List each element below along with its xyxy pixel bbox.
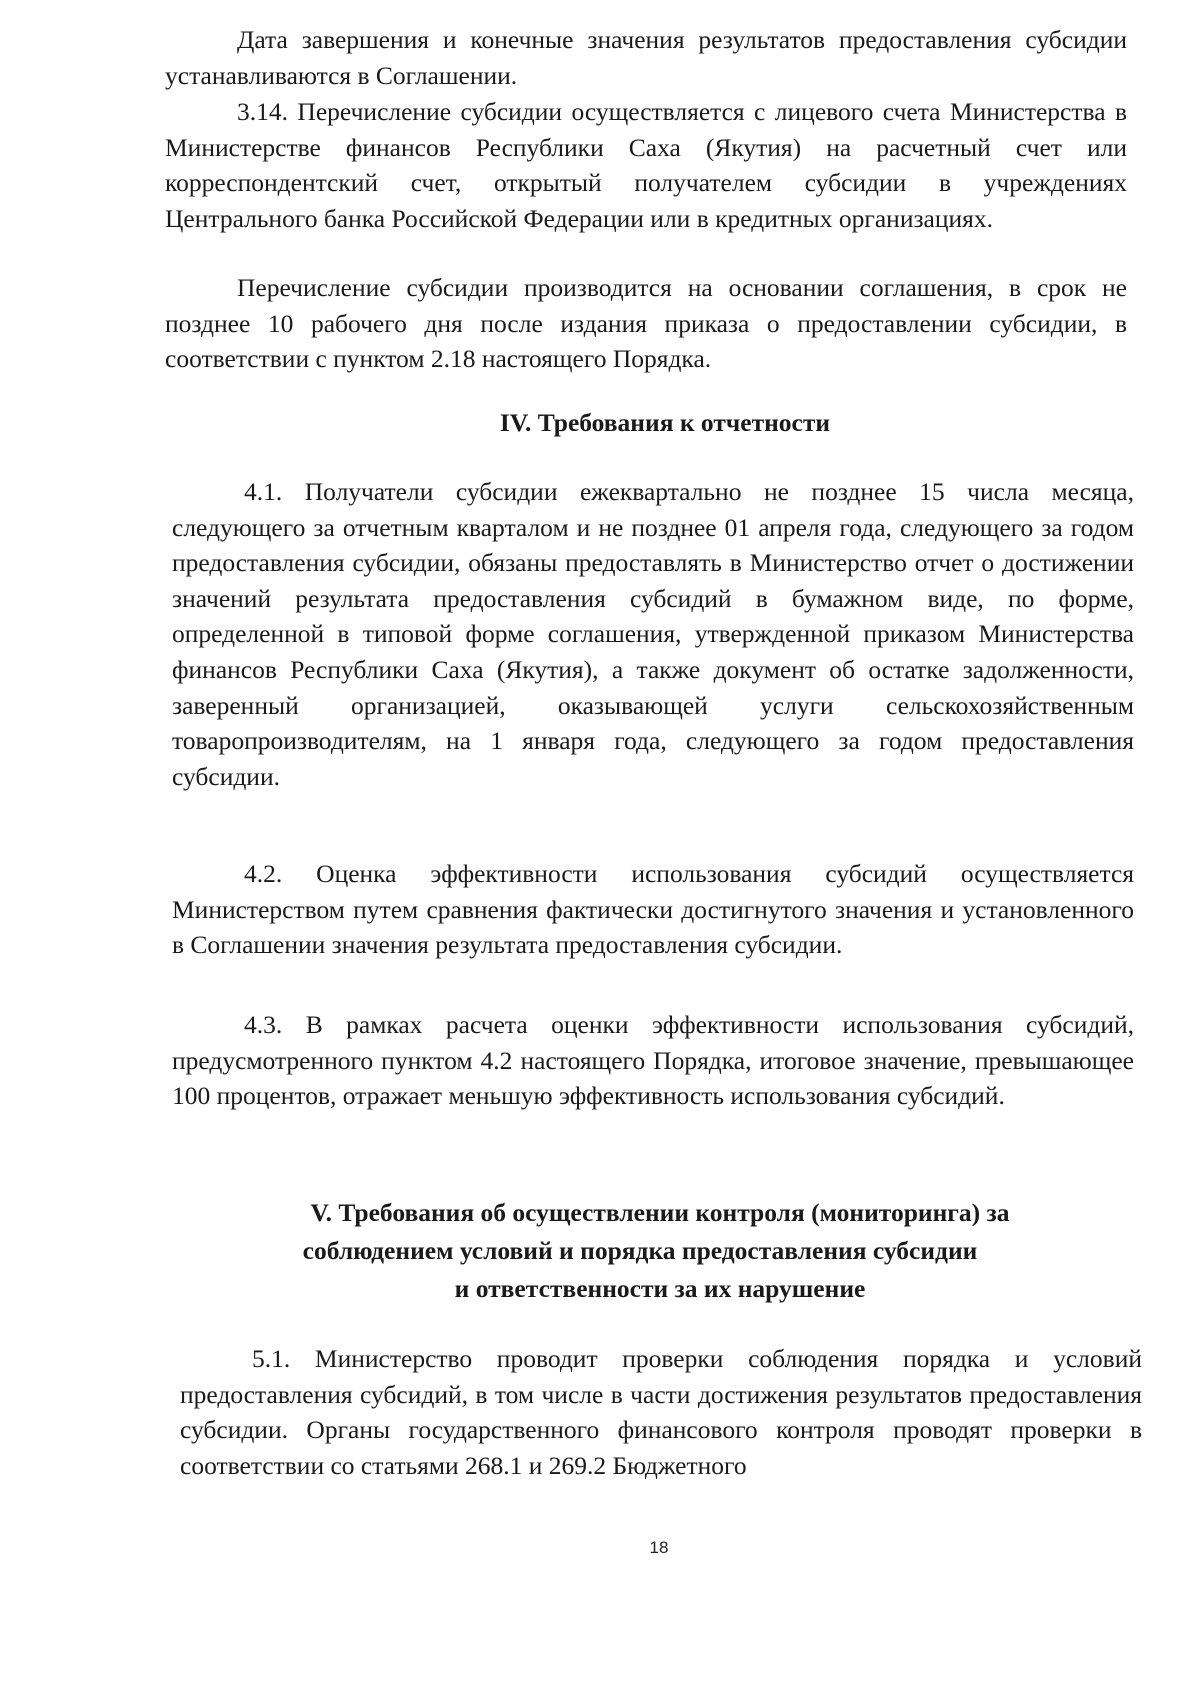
section-heading-iv: IV. Требования к отчетности — [499, 408, 831, 437]
paragraph-4-1: 4.1. Получатели субсидии ежеквартально не позднее 15 числа месяца, следующего за отчетным кварталом и не позднее 01 апреля года, следующего за годом предоставления субсидии, обязаны предоставлять в Министерство отчет о достижении значений результата предоставления субсидий в бумажном виде, по форме, определенной в типовой форме соглашения, утвержденной приказом Министерства финансов Республики Саха (Якутия), а также документ об остатке задолженности, заверенный организацией, оказывающей услуги сельскохозяйственным товаропроизводителям, на 1 января года, следующего за годом предоставления субсидии. — [172, 477, 1134, 791]
section-heading-v-line-3: и ответственности за их нарушение — [454, 1274, 866, 1303]
paragraph-5-1: 5.1. Министерство проводит проверки соблюдения порядка и условий предоставления субсидий, в том числе в части достижения результатов предоставления субсидии. Органы государственного финансового контроля проводят проверки в соответствии со статьями 268.1 и 269.2 Бюджетного — [180, 1344, 1142, 1480]
paragraph-date-end: Дата завершения и конечные значения результатов предоставления субсидии устанавливаются в Соглашении. — [165, 25, 1127, 90]
section-heading-v-line-2: соблюдением условий и порядка предоставления субсидии — [302, 1236, 978, 1265]
paragraph-4-3: 4.3. В рамках расчета оценки эффективности использования субсидий, предусмотренного пунктом 4.2 настоящего Порядка, итоговое значение, превышающее 100 процентов, отражает меньшую эффективность использования субсидий. — [172, 1010, 1134, 1111]
page-number: 18 — [649, 1538, 669, 1557]
paragraph-3-14: 3.14. Перечисление субсидии осуществляется с лицевого счета Министерства в Министерстве финансов Республики Саха (Якутия) на расчетный счет или корреспондентский счет, открытый получателем субсидии в учреждениях Центрального банка Российской Федерации или в кредитных организациях. — [165, 97, 1127, 233]
paragraph-4-2: 4.2. Оценка эффективности использования субсидий осуществляется Министерством путем сравнения фактически достигнутого значения и установленного в Соглашении значения результата предоставления субсидии. — [172, 859, 1134, 960]
paragraph-subsidy-transfer: Перечисление субсидии производится на основании соглашения, в срок не позднее 10 рабочего дня после издания приказа о предоставлении субсидии, в соответствии с пунктом 2.18 настоящего Порядка. — [165, 273, 1127, 374]
section-heading-v-line-1: V. Требования об осуществлении контроля (мониторинга) за — [310, 1198, 1010, 1227]
